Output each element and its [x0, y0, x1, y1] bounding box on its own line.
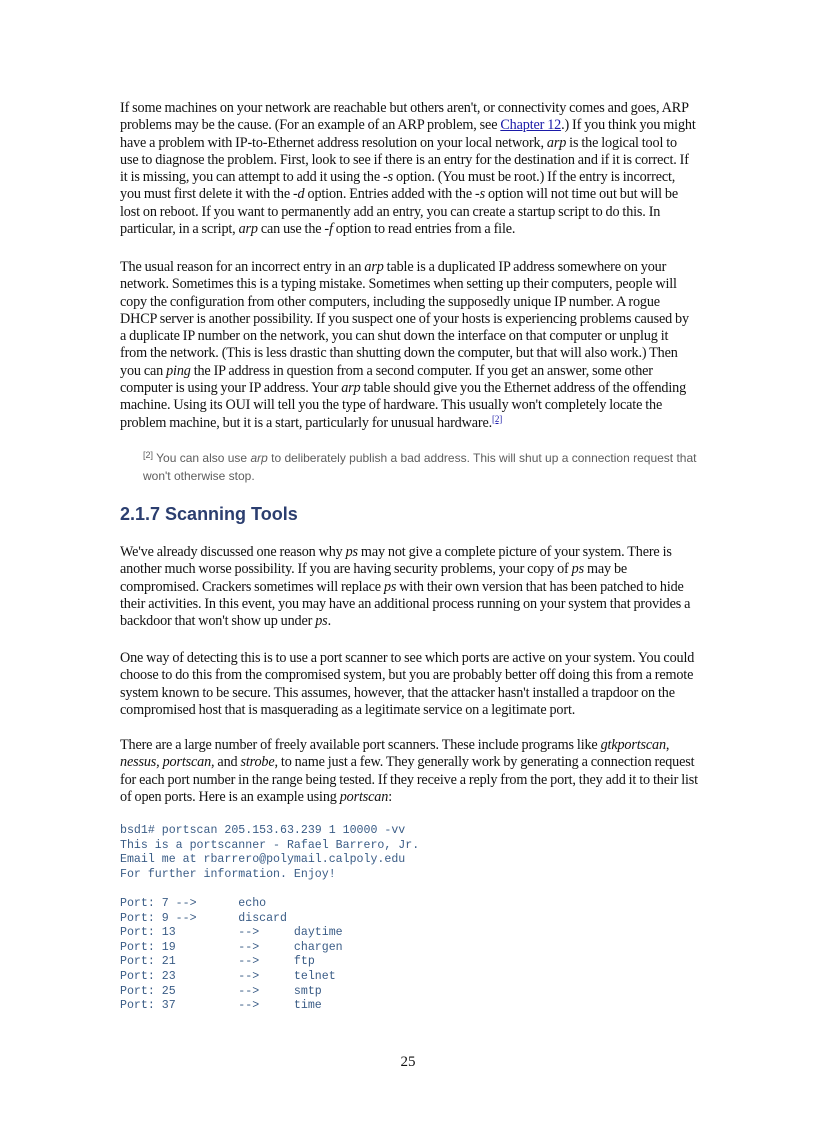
footnote-2: [2] You can also use arp to deliberately publish a bad address. This will shut up a connection request that won't otherwise stop.: [143, 450, 697, 483]
code-block-portscan: bsd1# portscan 205.153.63.239 1 10000 -vv This is a portscanner - Rafael Barrero, Jr. Email me at rbarrero@polymail.calpoly.edu For further information. Enjoy! Port: 7 --> echo Port: 9 --> discard Port: 13 --> daytime Port: 19 --> chargen Port: 21 --> ftp Port: 23 --> telnet Port: 25 --> smtp Port: 37 --> time: [120, 824, 420, 1013]
paragraph-port-scanner: One way of detecting this is to use a port scanner to see which ports are active on your system. You could choose to do this from the compromised system, but you are probably better off doing this from a remote system known to be secure. This assumes, however, that the attacker hasn't installed a trapdoor on the compromised host that is masquerading as a legitimate service on a legitimate port.: [120, 650, 695, 718]
footnote-mark: [2]: [143, 450, 154, 460]
footnote-2-link[interactable]: [2]: [492, 413, 503, 424]
paragraph-scanner-list: There are a large number of freely available port scanners. These include programs like gtkportscan, nessus, portscan, and strobe, to name just a few. They generally work by generating a connection request for each port number in the range being tested. If they receive a reply from the port, they add it to their list of open ports. Here is an example using portscan:: [120, 737, 698, 805]
chapter-12-link[interactable]: Chapter 12: [500, 117, 562, 134]
paragraph-ps-compromise: We've already discussed one reason why ps may not give a complete picture of your system. There is another much worse possibility. If you are having security problems, your copy of ps may be compromised. Crackers sometimes will replace ps with their own version that has been patched to hide their activities. In this event, you may have an additional process running on your system that provides a backdoor that won't show up under ps.: [120, 544, 691, 630]
paragraph-duplicate-ip: The usual reason for an incorrect entry in an arp table is a duplicated IP address somewhere on your network. Sometimes this is a typing mistake. Sometimes when setting up their computers, people will copy the configuration from other computers, including the supposedly unique IP number. A rogue DHCP server is another possibility. If you suspect one of your hosts is experiencing problems caused by a duplicate IP number on the network, you can shut down the interface on that computer or unplug it from the network. (This is less drastic than shutting down the computer, but that will also work.) Then you can ping the IP address in question from a second computer. If you get an answer, some other computer is using your IP address. Your arp table should give you the Ethernet address of the offending machine. Using its OUI will tell you the type of hardware. This usually won't completely locate the problem machine, but it is a start, particularly for unusual hardware.[2]: [120, 259, 689, 431]
page-number: 25: [400, 1054, 416, 1070]
paragraph-arp-problems: If some machines on your network are reachable but others aren't, or connectivity comes and goes, ARP problems may be the cause. (For an example of an ARP problem, see Chapter 12.) If you think you might have a problem with IP-to-Ethernet address resolution on your local network, arp is the logical tool to use to diagnose the problem. First, look to see if there is an entry for the destination and if it is correct. If it is missing, you can attempt to add it using the -s option. (You must be root.) If the entry is incorrect, you must first delete it with the -d option. Entries added with the -s option will not time out but will be lost on reboot. If you want to permanently add an entry, you can create a startup script to do this. In particular, in a script, arp can use the -f option to read entries from a file.: [120, 100, 696, 238]
section-heading: 2.1.7 Scanning Tools: [120, 504, 298, 524]
